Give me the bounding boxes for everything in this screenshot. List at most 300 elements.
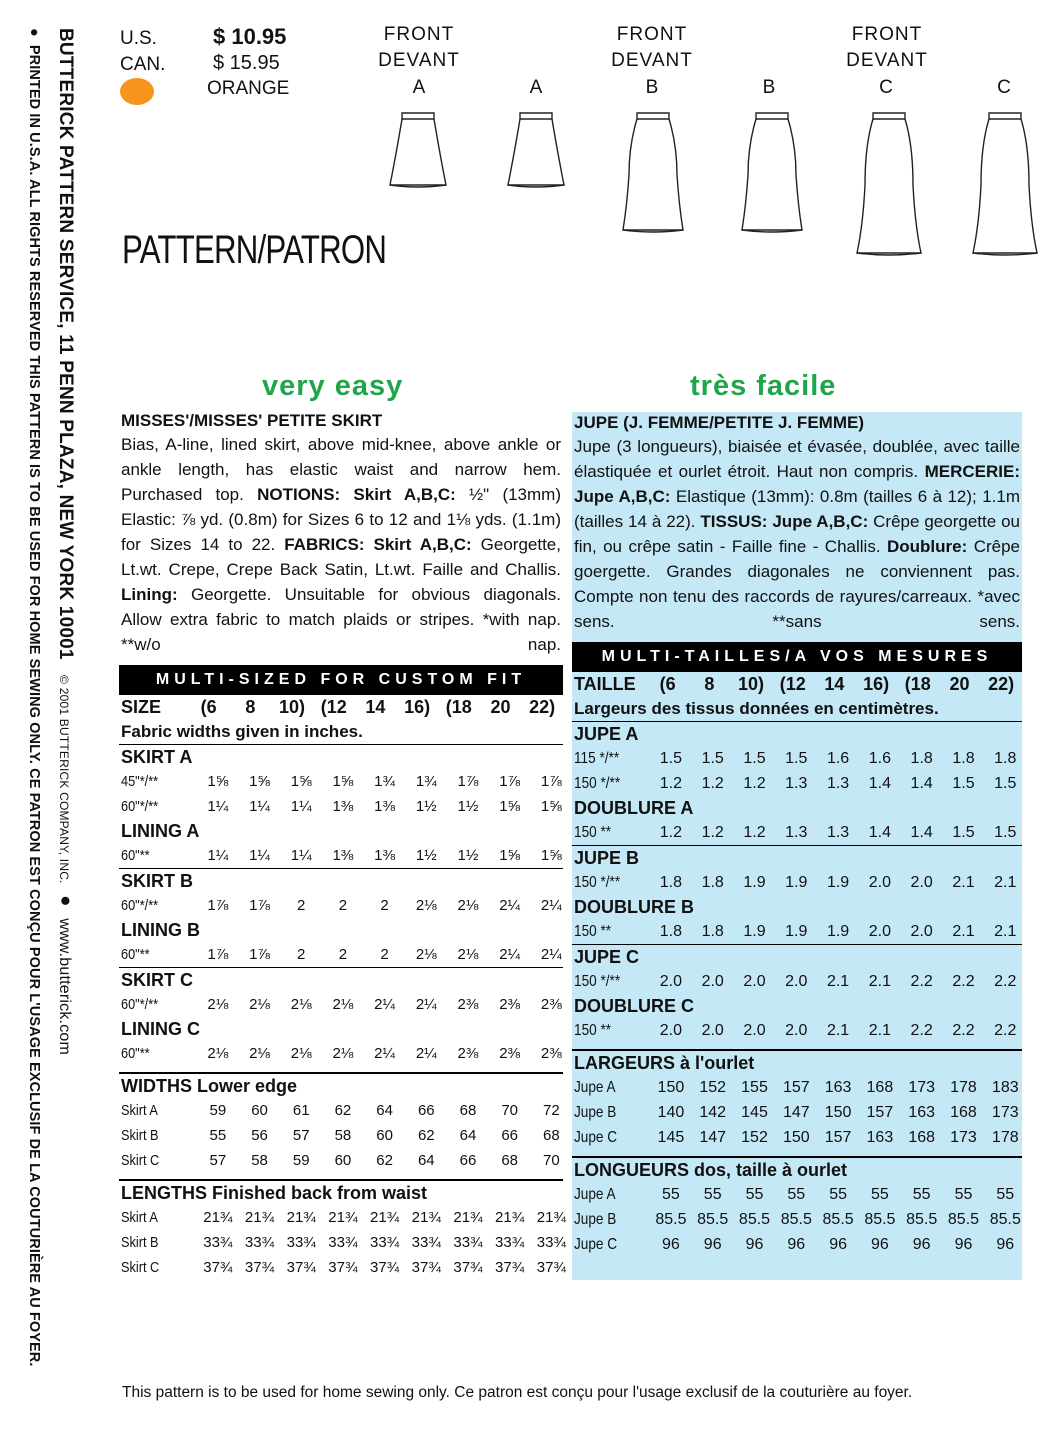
table-cell: 37¾ — [244, 1259, 275, 1276]
table-cell: 59 — [209, 1102, 227, 1119]
fabric-group-label: DOUBLURE C — [574, 996, 694, 1016]
table-cell: 66 — [459, 1152, 477, 1169]
yardage-table-fr — [572, 721, 1022, 1257]
table-row — [572, 919, 1022, 944]
price-color-dot-icon — [120, 78, 154, 105]
table-cell: 21¾ — [286, 1209, 316, 1226]
table-cell: 2.2 — [910, 1022, 933, 1039]
lengths-title: LONGUEURS dos, taille à ourlet — [574, 1160, 848, 1180]
table-cell: 1.4 — [868, 824, 891, 841]
table-cell: 1.5 — [952, 775, 975, 792]
description-fr: Jupe (3 longueurs), biaisée et évasée, doublée, avec taille élastiquée et ourlet étroit. Haut non compris. MERCERIE: Jupe A,B,C: Elastique (13mm): 0.8m (tailles 6 à 12); 1.1m (tailles 14 à 22). TISSUS: Jupe A,B,C: Crêpe georgette ou fin, ou crêpe satin - Faille fine - Challis. Doublure: Crêpe goergette. Grandes diagonales ne conviennent pas. Compte non tenu des raccords de rayures/carreaux. *avec sens. **sans sens. — [574, 437, 1020, 631]
table-cell: 1.4 — [910, 824, 933, 841]
table-cell: 68 — [501, 1152, 518, 1169]
table-cell: 152 — [699, 1079, 727, 1096]
table-cell: 1.5 — [701, 750, 724, 767]
table-cell: 56 — [251, 1127, 268, 1144]
table-row — [119, 992, 563, 1017]
view-letter: A — [412, 77, 426, 98]
table-cell: 2.0 — [743, 973, 766, 990]
table-row — [119, 769, 563, 794]
table-cell: 1.8 — [701, 923, 724, 940]
table-cell: 1.8 — [659, 923, 683, 940]
fabric-group-label: JUPE C — [574, 947, 640, 967]
rights-notice: PRINTED IN U.S.A. ALL RIGHTS RESERVED THIS PATTERN IS TO BE USED FOR HOME SEWING ONLY. CE PATRON EST CONÇU POUR L'USAGE EXCLUSIF DE LA COUTURIÈRE AU FOYER. — [26, 44, 42, 1367]
row-label: Jupe B — [574, 1211, 617, 1228]
table-cell: 178 — [991, 1129, 1019, 1146]
us-price: $ 10.95 — [213, 24, 287, 49]
can-price: $ 15.95 — [213, 52, 280, 74]
fabric-group-label: JUPE B — [574, 848, 640, 868]
table-cell: 66 — [417, 1102, 435, 1119]
table-cell: 150 — [824, 1104, 852, 1121]
table-cell: 1⅝ — [540, 798, 562, 815]
table-cell: 1.9 — [826, 923, 850, 940]
table-cell: 1⅝ — [249, 773, 270, 790]
table-cell: 96 — [870, 1236, 889, 1253]
multi-size-bar-fr: MULTI-TAILLES/A VOS MESURES — [572, 642, 1022, 672]
table-cell: 1⅞ — [249, 946, 270, 963]
table-cell: 2⅛ — [457, 946, 479, 963]
garment-title-fr: JUPE (J. FEMME/PETITE J. FEMME) — [574, 413, 864, 432]
row-label: 60"** — [121, 847, 150, 864]
table-cell: 58 — [251, 1152, 268, 1169]
table-cell: 2 — [338, 897, 348, 914]
size-list — [647, 672, 1022, 697]
table-row — [119, 1230, 566, 1255]
table-cell: 2⅛ — [332, 996, 354, 1013]
table-cell: 1⅜ — [332, 798, 354, 815]
table-cell: 1.9 — [785, 874, 808, 891]
english-column — [119, 410, 566, 1280]
table-cell: 37¾ — [411, 1259, 441, 1276]
table-row — [572, 771, 1022, 796]
table-cell: 2.0 — [701, 1022, 724, 1039]
size-value: 16) — [404, 697, 431, 717]
table-cell: 2 — [380, 897, 389, 914]
table-cell: 1¼ — [249, 798, 270, 815]
front-label-c: FRONT DEVANT — [846, 24, 928, 71]
table-cell: 1.2 — [743, 824, 766, 841]
table-cell: 2.2 — [952, 973, 975, 990]
size-value: 14 — [365, 697, 386, 717]
table-cell: 96 — [954, 1236, 973, 1253]
table-cell: 70 — [501, 1102, 518, 1119]
table-cell: 2.2 — [910, 973, 933, 990]
size-value: 20 — [490, 697, 511, 717]
table-cell: 21¾ — [244, 1209, 275, 1226]
table-cell: 33¾ — [453, 1234, 483, 1251]
table-cell: 157 — [866, 1104, 894, 1121]
table-cell: 33¾ — [369, 1234, 400, 1251]
table-cell: 163 — [908, 1104, 936, 1121]
table-cell: 37¾ — [328, 1259, 358, 1276]
table-cell: 2¼ — [499, 946, 521, 963]
table-cell: 2.1 — [952, 923, 975, 940]
table-cell: 33¾ — [286, 1234, 316, 1251]
table-cell: 2.0 — [868, 923, 891, 940]
table-cell: 68 — [543, 1127, 560, 1144]
row-label: 150 */** — [574, 874, 621, 891]
company-address: BUTTERICK PATTERN SERVICE, 11 PENN PLAZA, NEW YORK 10001 — [55, 28, 76, 660]
table-cell: 142 — [699, 1104, 727, 1121]
table-cell: 57 — [292, 1127, 310, 1144]
row-label: 60"** — [121, 1045, 150, 1062]
skirt-c-back-icon — [973, 113, 1037, 255]
row-label: Jupe A — [574, 1186, 616, 1203]
table-cell: 85.5 — [697, 1211, 729, 1228]
table-cell: 1.2 — [659, 824, 683, 841]
table-cell: 157 — [824, 1129, 852, 1146]
table-cell: 58 — [334, 1127, 352, 1144]
table-row — [119, 1041, 563, 1066]
table-cell: 1.9 — [743, 874, 766, 891]
table-cell: 2⅜ — [499, 1045, 521, 1062]
table-cell: 2⅛ — [290, 996, 312, 1013]
size-value: 22) — [529, 697, 556, 717]
table-cell: 2 — [380, 946, 389, 963]
table-cell: 140 — [657, 1104, 685, 1121]
table-cell: 1¼ — [290, 798, 312, 815]
table-cell: 33¾ — [328, 1234, 358, 1251]
table-cell: 168 — [950, 1104, 977, 1121]
table-cell: 2¼ — [540, 897, 562, 914]
table-cell: 1⅝ — [290, 773, 312, 790]
lengths-title: LENGTHS Finished back from waist — [121, 1183, 428, 1203]
table-cell: 2.0 — [868, 874, 891, 891]
table-cell: 2⅜ — [457, 996, 479, 1013]
row-label: 150 ** — [574, 1022, 612, 1039]
skirt-views-illustration — [380, 105, 1040, 300]
table-cell: 62 — [417, 1127, 435, 1144]
table-cell: 1¾ — [374, 773, 396, 790]
table-cell: 2⅛ — [207, 996, 229, 1013]
table-cell: 147 — [782, 1104, 810, 1121]
size-value: 8 — [245, 697, 256, 717]
table-cell: 21¾ — [453, 1209, 483, 1226]
table-cell: 1⅞ — [457, 773, 479, 790]
company-address-vertical — [54, 28, 76, 1055]
table-cell: 1¾ — [415, 773, 437, 790]
table-cell: 1.6 — [868, 750, 891, 767]
multi-size-bar-en: MULTI-SIZED FOR CUSTOM FIT — [119, 665, 563, 695]
size-value: 8 — [704, 674, 715, 694]
table-cell: 168 — [866, 1079, 894, 1096]
table-cell: 1.3 — [785, 824, 808, 841]
size-value: 20 — [949, 674, 970, 694]
table-cell: 1⅞ — [207, 946, 229, 963]
table-cell: 62 — [376, 1152, 393, 1169]
table-cell: 64 — [376, 1102, 393, 1119]
size-value: 16) — [863, 674, 890, 694]
table-cell: 1.2 — [659, 775, 683, 792]
table-cell: 55 — [209, 1127, 227, 1144]
table-cell: 1.5 — [994, 775, 1017, 792]
size-value: (6 — [659, 674, 676, 694]
table-cell: 21¾ — [328, 1209, 358, 1226]
table-cell: 85.5 — [864, 1211, 896, 1228]
size-value: (6 — [200, 697, 217, 717]
table-cell: 85.5 — [989, 1211, 1021, 1228]
table-cell: 2⅛ — [415, 946, 437, 963]
table-row — [572, 1207, 1022, 1232]
table-cell: 85.5 — [822, 1211, 854, 1228]
table-cell: 1⅝ — [207, 773, 229, 790]
table-cell: 2.0 — [701, 973, 724, 990]
table-cell: 55 — [912, 1186, 931, 1203]
table-cell: 1.8 — [952, 750, 975, 767]
widths-title: LARGEURS à l'ourlet — [574, 1053, 755, 1073]
table-cell: 1.9 — [785, 923, 808, 940]
row-label: Skirt A — [121, 1102, 158, 1119]
fabric-group-label: DOUBLURE A — [574, 798, 694, 818]
table-row — [572, 1232, 1022, 1257]
row-label: 115 */** — [574, 750, 620, 767]
table-cell: 1.5 — [785, 750, 808, 767]
table-cell: 2⅛ — [249, 996, 270, 1013]
table-cell: 1⅝ — [499, 798, 521, 815]
table-cell: 68 — [459, 1102, 477, 1119]
fabric-group-label: DOUBLURE B — [574, 897, 694, 917]
row-label: 60"** — [121, 946, 150, 963]
table-cell: 2¼ — [415, 1045, 437, 1062]
table-cell: 21¾ — [536, 1209, 566, 1226]
table-cell: 155 — [741, 1079, 768, 1096]
website-link[interactable]: www.butterick.com — [56, 918, 73, 1056]
table-cell: 2⅜ — [499, 996, 521, 1013]
table-cell: 37¾ — [495, 1259, 525, 1276]
row-label: 45"*/** — [121, 773, 159, 790]
view-letter: C — [997, 77, 1011, 98]
table-cell: 178 — [950, 1079, 977, 1096]
fabric-group-label: LINING A — [121, 821, 200, 841]
table-cell: 2.1 — [994, 923, 1017, 940]
fabric-group-label: LINING B — [121, 920, 200, 940]
table-cell: 2⅜ — [540, 996, 562, 1013]
table-cell: 2.2 — [994, 1022, 1017, 1039]
table-cell: 2.2 — [952, 1022, 975, 1039]
table-row — [119, 1255, 566, 1280]
row-label: Skirt C — [121, 1152, 160, 1169]
table-cell: 61 — [292, 1102, 310, 1119]
view-letter: B — [645, 77, 659, 98]
table-cell: 57 — [209, 1152, 227, 1169]
table-cell: 85.5 — [947, 1211, 980, 1228]
table-row — [119, 1098, 563, 1123]
table-cell: 60 — [251, 1102, 268, 1119]
table-row — [119, 843, 563, 868]
rights-notice-vertical — [26, 28, 42, 1367]
row-label: 150 ** — [574, 923, 612, 940]
table-cell: 1.5 — [743, 750, 766, 767]
table-cell: 96 — [745, 1236, 764, 1253]
table-cell: 37¾ — [203, 1259, 233, 1276]
table-cell: 72 — [543, 1102, 560, 1119]
fabric-group-label: SKIRT C — [121, 970, 193, 990]
table-cell: 64 — [417, 1152, 435, 1169]
table-cell: 168 — [908, 1129, 936, 1146]
table-cell: 1⅞ — [249, 897, 270, 914]
row-label: Jupe C — [574, 1236, 618, 1253]
table-cell: 59 — [292, 1152, 310, 1169]
fabric-group-label: LINING C — [121, 1019, 200, 1039]
skirt-a-back-icon — [508, 113, 564, 187]
table-cell: 2⅜ — [540, 1045, 562, 1062]
table-cell: 1⅝ — [540, 847, 562, 864]
table-cell: 33¾ — [244, 1234, 275, 1251]
table-cell: 2 — [338, 946, 348, 963]
fabric-widths-note-fr: Largeurs des tissus données en centimètres. — [574, 699, 939, 718]
table-cell: 55 — [870, 1186, 889, 1203]
table-cell: 2¼ — [540, 946, 562, 963]
table-cell: 150 — [782, 1129, 810, 1146]
table-cell: 2.2 — [994, 973, 1017, 990]
table-cell: 1.8 — [701, 874, 724, 891]
table-cell: 173 — [991, 1104, 1019, 1121]
table-cell: 55 — [703, 1186, 722, 1203]
table-cell: 2 — [297, 946, 306, 963]
table-cell: 55 — [745, 1186, 764, 1203]
fabric-widths-note-en: Fabric widths given in inches. — [121, 722, 363, 741]
table-cell: 55 — [996, 1186, 1015, 1203]
table-row — [572, 1100, 1022, 1125]
table-cell: 1.9 — [743, 923, 766, 940]
row-label: Skirt B — [121, 1234, 159, 1251]
table-cell: 2¼ — [374, 996, 396, 1013]
table-cell: 1½ — [415, 847, 437, 864]
table-cell: 1½ — [457, 847, 479, 864]
table-row — [572, 1018, 1022, 1043]
row-label: Jupe C — [574, 1129, 618, 1146]
table-cell: 96 — [996, 1236, 1015, 1253]
size-value: 22) — [988, 674, 1015, 694]
row-label: 150 ** — [574, 824, 612, 841]
table-cell: 163 — [824, 1079, 852, 1096]
size-header-fr: TAILLE (6 8 10) (12 14 16) (18 20 22) — [572, 672, 1022, 697]
table-cell: 2⅛ — [332, 1045, 354, 1062]
table-cell: 1.4 — [910, 775, 933, 792]
table-cell: 1.3 — [826, 824, 850, 841]
size-value: 10) — [738, 674, 765, 694]
row-label: 60"*/** — [121, 996, 159, 1013]
table-row — [119, 1123, 563, 1148]
table-cell: 1¼ — [290, 847, 312, 864]
table-cell: 173 — [950, 1129, 977, 1146]
size-value: 10) — [279, 697, 306, 717]
table-cell: 1.6 — [826, 750, 850, 767]
table-cell: 2⅛ — [249, 1045, 270, 1062]
row-label: Skirt C — [121, 1259, 160, 1276]
table-cell: 60 — [376, 1127, 393, 1144]
pattern-title: PATTERN/PATRON — [122, 228, 387, 272]
size-value: (12 — [779, 674, 806, 694]
table-cell: 33¾ — [411, 1234, 441, 1251]
view-letter: B — [762, 77, 776, 98]
table-cell: 2.0 — [910, 923, 933, 940]
table-cell: 2¼ — [499, 897, 521, 914]
table-cell: 145 — [741, 1104, 768, 1121]
us-price-label: U.S. — [120, 28, 157, 49]
table-row — [572, 1182, 1022, 1207]
row-label: 150 */** — [574, 775, 621, 792]
price-color-name: ORANGE — [207, 78, 290, 99]
table-cell: 37¾ — [369, 1259, 400, 1276]
table-cell: 1⅞ — [540, 773, 562, 790]
row-label: Jupe A — [574, 1079, 616, 1096]
table-cell: 1.2 — [743, 775, 766, 792]
table-cell: 85.5 — [738, 1211, 771, 1228]
table-cell: 1⅞ — [207, 897, 229, 914]
size-value: (18 — [445, 697, 472, 717]
fabric-group-label: SKIRT A — [121, 747, 193, 767]
table-cell: 2.1 — [826, 1022, 850, 1039]
table-cell: 85.5 — [780, 1211, 812, 1228]
table-cell: 1.2 — [701, 824, 724, 841]
table-cell: 1⅜ — [374, 847, 396, 864]
size-value: 14 — [824, 674, 845, 694]
table-cell: 2.0 — [743, 1022, 766, 1039]
table-cell: 1.5 — [659, 750, 683, 767]
table-cell: 1.3 — [785, 775, 808, 792]
table-cell: 55 — [954, 1186, 973, 1203]
table-row — [119, 942, 563, 967]
table-cell: 96 — [829, 1236, 847, 1253]
table-cell: 2⅛ — [290, 1045, 312, 1062]
table-cell: 2.0 — [659, 1022, 683, 1039]
garment-title-en: MISSES'/MISSES' PETITE SKIRT — [121, 411, 383, 430]
table-cell: 2⅛ — [207, 1045, 229, 1062]
table-cell: 2.1 — [826, 973, 850, 990]
table-cell: 2⅜ — [457, 1045, 479, 1062]
fabric-group-label: JUPE A — [574, 724, 639, 744]
table-cell: 55 — [662, 1186, 680, 1203]
size-list — [188, 695, 563, 720]
table-cell: 1.8 — [910, 750, 933, 767]
footer-notice: This pattern is to be used for home sewing only. Ce patron est conçu pour l'usage exclusif de la couturière au foyer. — [122, 1384, 913, 1401]
table-cell: 70 — [543, 1152, 560, 1169]
row-label: Skirt A — [121, 1209, 158, 1226]
table-cell: 1.3 — [826, 775, 850, 792]
table-cell: 33¾ — [203, 1234, 233, 1251]
table-cell: 1⅞ — [499, 773, 521, 790]
table-row — [572, 870, 1022, 895]
table-row — [572, 969, 1022, 994]
table-cell: 1.8 — [659, 874, 683, 891]
table-cell: 1⅜ — [332, 847, 354, 864]
front-label-b: FRONT DEVANT — [611, 24, 693, 71]
table-row — [119, 893, 563, 918]
view-letter: C — [879, 77, 893, 98]
can-price-label: CAN. — [120, 54, 166, 75]
table-cell: 2.0 — [910, 874, 933, 891]
table-cell: 152 — [741, 1129, 768, 1146]
front-label-a: FRONT DEVANT — [378, 24, 460, 71]
size-value: (12 — [320, 697, 347, 717]
table-cell: 21¾ — [203, 1209, 233, 1226]
skirt-a-front-icon — [390, 113, 446, 187]
table-cell: 37¾ — [453, 1259, 483, 1276]
table-cell: 183 — [991, 1079, 1019, 1096]
table-cell: 2.0 — [785, 1022, 808, 1039]
widths-title: WIDTHS Lower edge — [121, 1076, 298, 1096]
table-cell: 1¼ — [207, 798, 229, 815]
row-label: 150 */** — [574, 973, 621, 990]
table-cell: 2.0 — [785, 973, 808, 990]
table-cell: 21¾ — [411, 1209, 441, 1226]
table-cell: 173 — [908, 1079, 936, 1096]
table-cell: 21¾ — [369, 1209, 400, 1226]
difficulty-fr: très facile — [690, 370, 837, 402]
